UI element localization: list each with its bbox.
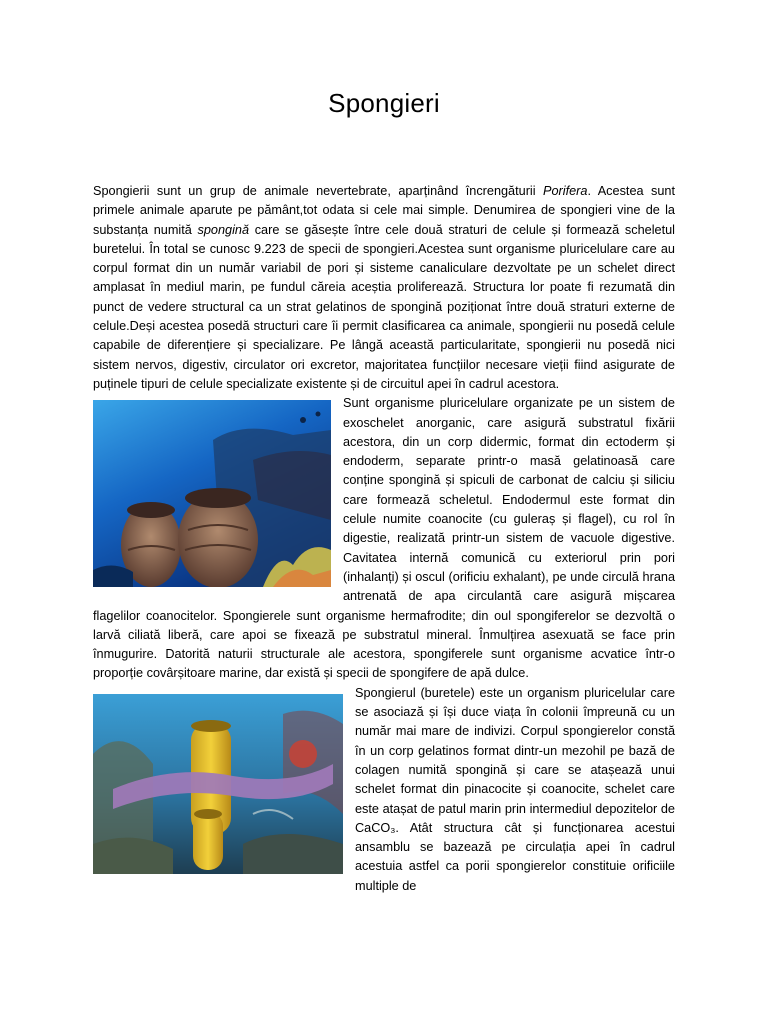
- paragraph-intro-part-c: care se găsește între cele două straturi de celule și formează scheletul buretelui. În total se cunosc 9.223 de specii de spongieri.Acestea sunt organisme pluricelulare care au corpul format din un număr variabil de pori și sisteme canaliculare dezvoltate pe un schelet direct amplasat în mediul marin, pe fundul căreia aceștia proliferează. Structura lor poate fi rezumată din punct de vedere structural ca un strat gelatinos de spongină poziționat între două straturi externe de celule.Deși acestea posedă structuri care îi permit clasificarea ca animale, spongierii nu posedă celule capabile de diferențiere și specializare. Pe lângă această particularitate, spongierii nu posedă nici sistem nervos, digestiv, circulator ori excretor, majoritatea funcțiilor necesare vieții fiind asigurate de puținele tipuri de celule specializate existente și de circuitul apei în cadrul acestora.: [93, 222, 675, 391]
- page-title: Spongieri: [328, 88, 440, 118]
- paragraph-organism: Spongierul (buretele) este un organism pluricelular care se asociază și își duce viața în colonii împreună cu un număr mai mare de indivizi. Corpul spongierelor constă în un corp gelatinos format dintr-un mezohil pe bază de colagen numită spongină și care se atașează unui schelet format din pinacocite și coanocite, schelet care este atașat de patul marin prin intermediul depozitelor de CaCO₃. Atât structura cât și funcționarea acestui ansamblu se bazează pe circulația apei în cadrul acestuia astfel ca porii spongierelor constituie orificiile multiple de: [355, 685, 675, 893]
- underwater-sponges-image: [93, 400, 331, 587]
- paragraph-intro: [93, 182, 675, 394]
- paragraph-structure: Sunt organisme pluricelulare organizate pe un sistem de exoschelet anorganic, care asigură substratul fixării acestora, din un corp didermic, format din ectoderm și endoderm, separate printr-o masă gelatinoasă care conține spongină și spiculi de carbonat de calciu și siliciu care formează scheletul. Endodermul este format din celule numite coanocite (cu guleraș și flagel), cu rol în digestie, realizată printr-un sistem de vacuole digestive. Cavitatea internă comunică cu exteriorul prin pori (inhalanți) și oscul (orificiu exhalant), pe unde circulă hrana antrenată de apa circulantă care asigură mișcarea flagelilor coanocitelor. Spongierele sunt organisme hermafrodite; din oul spongiferelor se dezvoltă o larvă ciliată liberă, care apoi se fixează pe substratul mineral. Înmulțirea asexuată se face prin înmugurire. Datorită naturii structurale ale acestora, spongiferele sunt organisme acvatice într-o proporție covârșitoare marine, dar există și specii de spongifere de apă dulce.: [93, 396, 675, 681]
- term-porifera: Porifera: [543, 184, 588, 198]
- tube-sponge-image: [93, 694, 343, 874]
- document-body: [93, 182, 675, 896]
- barrel-sponge-photo-icon: [93, 400, 331, 587]
- yellow-tube-sponge-photo-icon: [93, 694, 343, 874]
- term-spongina: spongină: [197, 222, 250, 237]
- paragraph-intro-part-a: Spongierii sunt un grup de animale nevertebrate, aparținând încrengăturii: [93, 184, 544, 198]
- paragraph-intro-part-b: . Acestea sunt primele animale aparute pe pământ,tot odata si cele mai simple. Denumirea de spongieri vine de la substanța numită: [93, 184, 675, 237]
